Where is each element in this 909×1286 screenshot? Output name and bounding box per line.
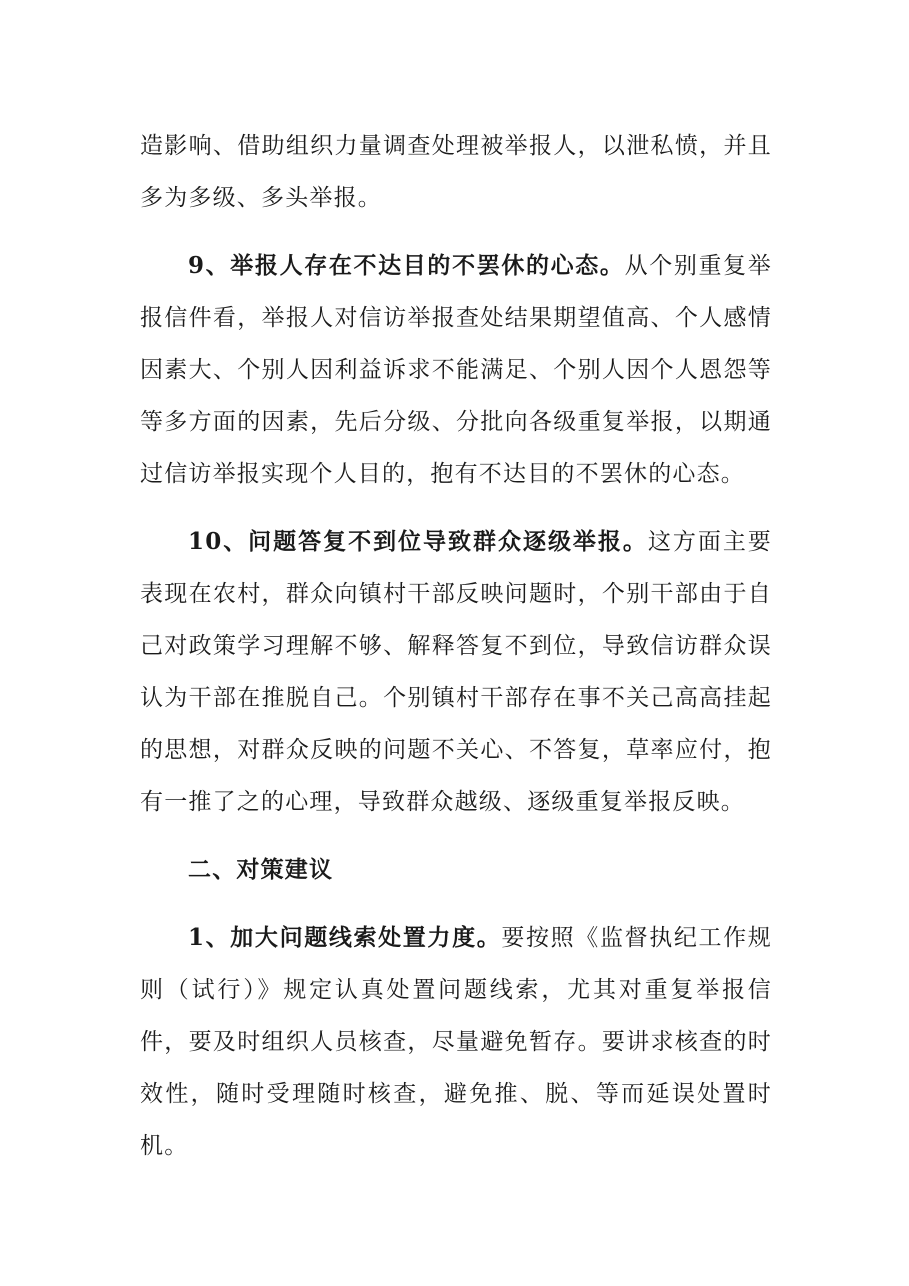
paragraph-heading: 9、举报人存在不达目的不罢休的心态。 bbox=[188, 252, 625, 279]
section-title: 二、对策建议 bbox=[188, 856, 334, 883]
paragraph-text: 要按照《监督执纪工作规则（试行）》规定认真处置问题线索，尤其对重复举报信件，要及时组织人员核查，尽量避免暂存。要讲求核查的时效性，随时受理随时核查，避免推、脱、等而延误处置时机。 bbox=[140, 925, 773, 1159]
document-page bbox=[140, 120, 772, 1172]
paragraph-gap bbox=[140, 896, 772, 912]
section-heading bbox=[140, 844, 772, 896]
paragraph-text: 造影响、借助组织力量调查处理被举报人，以泄私愤，并且多为多级、多头举报。 bbox=[140, 133, 772, 211]
paragraph-item-9 bbox=[140, 240, 772, 500]
paragraph-heading: 1、加大问题线索处置力度。 bbox=[188, 924, 502, 951]
paragraph-heading: 10、问题答复不到位导致群众逐级举报。 bbox=[188, 528, 648, 555]
paragraph-text: 这方面主要表现在农村，群众向镇村干部反映问题时，个别干部由于自己对政策学习理解不够、解释答复不到位，导致信访群众误认为干部在推脱自己。个别镇村干部存在事不关己高高挂起的思想，对群众反映的问题不关心、不答复，草率应付，抱有一推了之的心理，导致群众越级、逐级重复举报反映。 bbox=[140, 529, 772, 815]
paragraph-continuation bbox=[140, 120, 772, 224]
paragraph-text: 从个别重复举报信件看，举报人对信访举报查处结果期望值高、个人感情因素大、个别人因利益诉求不能满足、个别人因个人恩怨等等多方面的因素，先后分级、分批向各级重复举报，以期通过信访举报实现个人目的，抱有不达目的不罢休的心态。 bbox=[140, 253, 772, 487]
paragraph-item-1 bbox=[140, 912, 772, 1172]
paragraph-gap bbox=[140, 224, 772, 240]
paragraph-gap bbox=[140, 828, 772, 844]
paragraph-item-10 bbox=[140, 516, 772, 828]
paragraph-gap bbox=[140, 500, 772, 516]
